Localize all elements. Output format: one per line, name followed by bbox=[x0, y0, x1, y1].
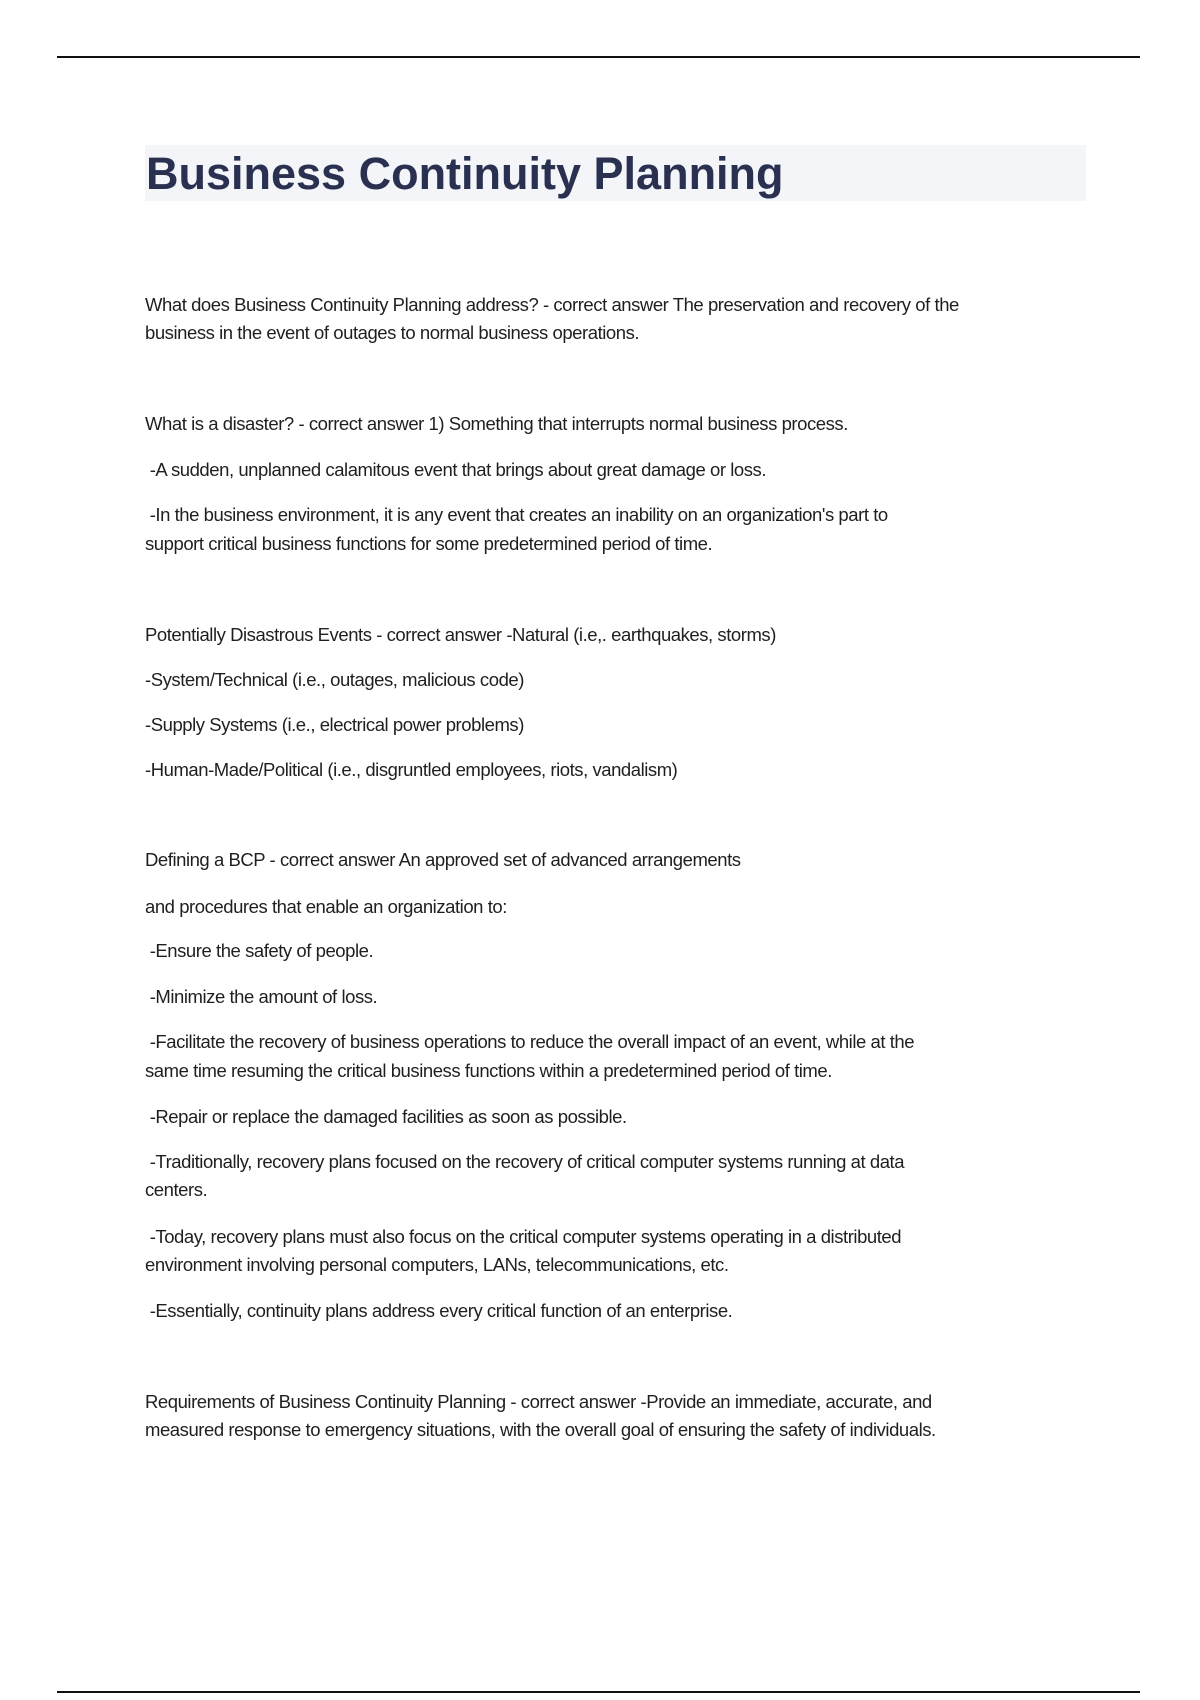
text-line: -Repair or replace the damaged facilities as soon as possible. bbox=[145, 1106, 627, 1127]
text-line: What does Business Continuity Planning address? - correct answer The preservation and recovery of the bbox=[145, 294, 959, 315]
text-line: -In the business environment, it is any event that creates an inability on an organization's part to bbox=[145, 504, 888, 525]
text-line: measured response to emergency situations, with the overall goal of ensuring the safety of individuals. bbox=[145, 1419, 936, 1440]
page-title: Business Continuity Planning bbox=[146, 148, 784, 199]
text-line: Requirements of Business Continuity Planning - correct answer -Provide an immediate, accurate, and bbox=[145, 1391, 932, 1412]
text-line: business in the event of outages to normal business operations. bbox=[145, 322, 640, 343]
text-line: Defining a BCP - correct answer An approved set of advanced arrangements bbox=[145, 849, 741, 870]
text-line: -A sudden, unplanned calamitous event that brings about great damage or loss. bbox=[145, 459, 767, 480]
text-line: and procedures that enable an organization to: bbox=[145, 896, 507, 917]
text-line: -Essentially, continuity plans address every critical function of an enterprise. bbox=[145, 1300, 733, 1321]
text-line: -Ensure the safety of people. bbox=[145, 940, 374, 961]
text-line: Potentially Disastrous Events - correct answer -Natural (i.e,. earthquakes, storms) bbox=[145, 624, 776, 645]
text-line: -Traditionally, recovery plans focused on the recovery of critical computer systems running at data bbox=[145, 1151, 905, 1172]
text-line: -System/Technical (i.e., outages, malicious code) bbox=[145, 669, 524, 690]
text-line: -Facilitate the recovery of business operations to reduce the overall impact of an event, while at the bbox=[145, 1031, 915, 1052]
text-line: -Today, recovery plans must also focus on the critical computer systems operating in a distributed bbox=[145, 1226, 902, 1247]
text-line: environment involving personal computers, LANs, telecommunications, etc. bbox=[145, 1254, 729, 1275]
text-line: same time resuming the critical business functions within a predetermined period of time. bbox=[145, 1060, 832, 1081]
text-line: support critical business functions for some predetermined period of time. bbox=[145, 533, 713, 554]
text-line: -Minimize the amount of loss. bbox=[145, 986, 378, 1007]
text-line: -Human-Made/Political (i.e., disgruntled employees, riots, vandalism) bbox=[145, 759, 678, 780]
text-line: -Supply Systems (i.e., electrical power problems) bbox=[145, 714, 524, 735]
text-line: centers. bbox=[145, 1179, 208, 1200]
text-line: What is a disaster? - correct answer 1) Something that interrupts normal business process. bbox=[145, 413, 848, 434]
top-rule bbox=[57, 56, 1140, 58]
bottom-rule bbox=[57, 1691, 1140, 1693]
